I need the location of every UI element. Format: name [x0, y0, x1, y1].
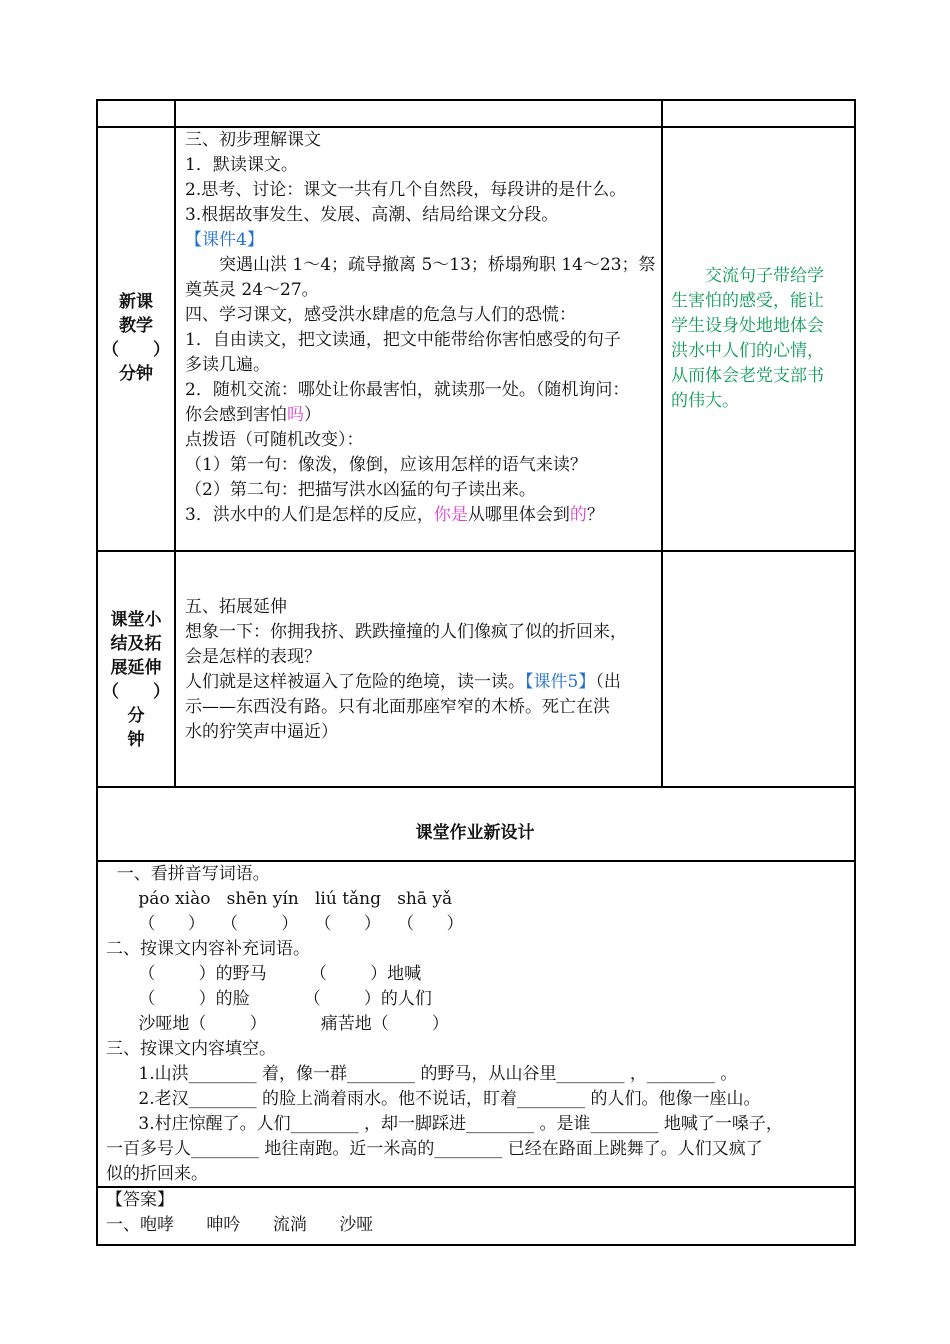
column-divider: [661, 99, 663, 788]
row-divider: [96, 550, 854, 552]
row-label-new-lesson: 新课 教学 （ ） 分钟: [102, 292, 170, 384]
column-divider: [174, 99, 176, 788]
homework-title: 课堂作业新设计: [415, 823, 535, 843]
courseware-tag: 【课件4】: [185, 230, 264, 250]
summary-content: 五、拓展延伸 想象一下：你拥我挤、跌跌撞撞的人们像疯了似的折回来， 会是怎样的表现？ 人们就是这样被逼入了危险的绝境，读一读。【课件5】（出 示——东西没有路。只有北面那座窄窄的木桥。死亡在洪 水的狞笑声中逼近）: [185, 597, 627, 742]
row-divider: [96, 786, 854, 788]
new-lesson-content: 三、初步理解课文 1．默读课文。 2.思考、讨论：课文一共有几个自然段，每段讲的是什么。 3.根据故事发生、发展、高潮、结局给课文分段。 【课件4】 突遇山洪 1～4；疏导撤离 5～13；桥塌殉职 14～23；祭 奠英灵 24～27。 四、学习课文，感受洪水肆虐的危急与人们的恐慌： 1．自由读文，把文读通，把文中能带给你害怕感受的句子 多读几遍。 2．随机交流：哪处让你最害怕，就读那一处。（随机询问： 你会感到害怕吗） 点拨语（可随机改变）： （1）第一句：像泼，像倒，应该用怎样的语气来读？ （2）第二句：把描写洪水凶猛的句子读出来。 3．洪水中的人们是怎样的反应，你是从哪里体会到的？: [185, 130, 656, 525]
courseware-tag: 【课件5】: [525, 672, 596, 692]
row-label-summary: 课堂小 结及拓 展延伸 （ ）分 钟: [102, 610, 170, 750]
answer-section: 【答案】 一、咆哮 呻吟 流淌 沙哑: [106, 1190, 374, 1235]
homework-content: 一、看拼音写词语。 páo xiào shēn yín liú tǎng shā yǎ （ ） （ ） （ ） （ ） 二、按课文内容补充词语。 （ ）的野马 （ ）地喊 （ ）的脸 （ ）的人们 沙哑地（ ） 痛苦地（ ） 三、按课文内容填空。 1.山洪________ 着，像一群________ 的野马，从山谷里________ ，________ 。 2.老汉________ 的脸上淌着雨水。他不说话，盯着________ 的人们。他像一座山。 3.村庄惊醒了。人们________ ，却一脚踩进________ 。是谁________ 地喊了一嗓子， 一百多号人________ 地往南跑。近一米高的________ 已经在路面上跳舞了。人们又疯了 似的折回来。: [106, 864, 783, 1184]
teaching-note: 交流句子带给学 生害怕的感受，能让 学生设身处地地体会 洪水中人们的心情， 从而体会老党支部书 的伟大。: [671, 266, 824, 411]
